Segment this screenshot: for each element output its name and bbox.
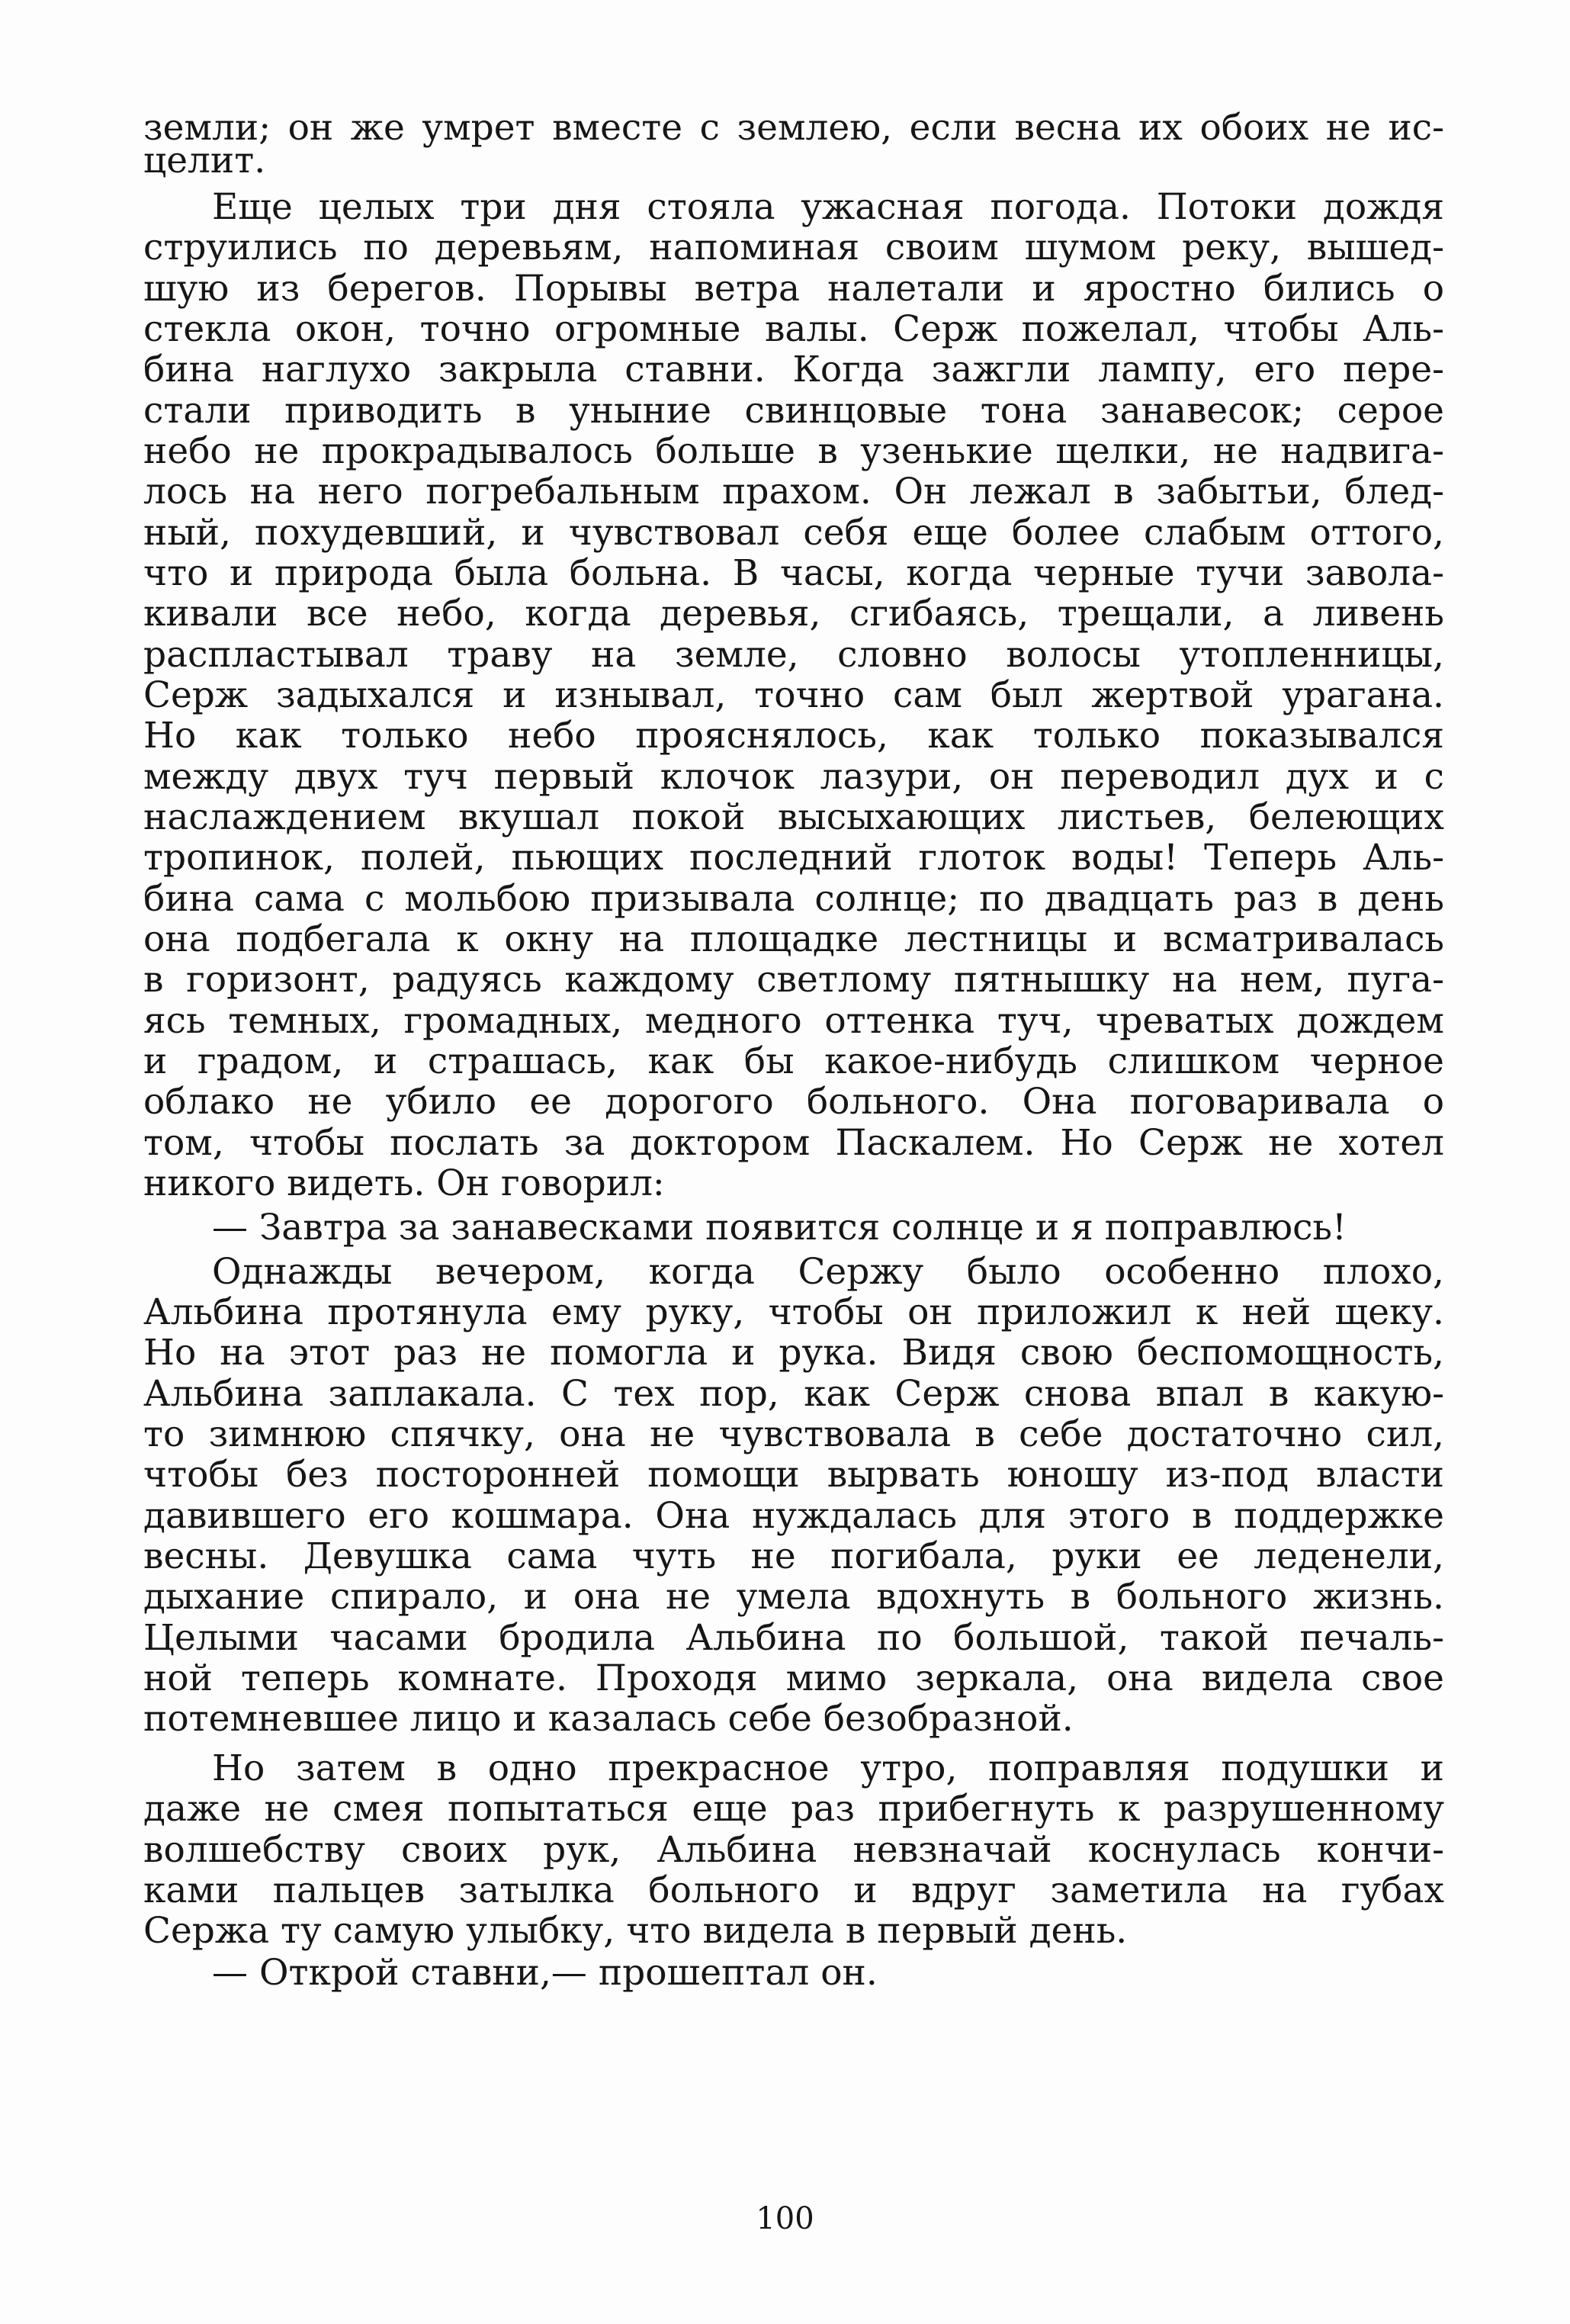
text-line: Сержа ту самую улыбку, что видела в первый день. [143, 1910, 1128, 1952]
text-line: облако не убило ее дорогого больного. Она поговаривала о [143, 1081, 1444, 1123]
text-line: Серж задыхался и изнывал, точно сам был жертвой урагана. [143, 674, 1444, 716]
text-line: потемневшее лицо и казалась себе безобразной. [143, 1698, 1074, 1740]
page-number: 100 [756, 2201, 814, 2236]
text-line: бина наглухо закрыла ставни. Когда зажгли лампу, его пере- [143, 349, 1444, 391]
text-line: то зимнюю спячку, она не чувствовала в себе достаточно сил, [143, 1413, 1444, 1455]
text-line: дыхание спирало, и она не умела вдохнуть в больного жизнь. [143, 1576, 1444, 1618]
text-line: кивали все небо, когда деревья, сгибаясь, трещали, а ливень [143, 593, 1444, 635]
text-line: тропинок, полей, пьющих последний глоток воды! Теперь Аль- [143, 837, 1444, 879]
text-line: Альбина протянула ему руку, чтобы он приложил к ней щеку. [143, 1291, 1444, 1333]
text-line: земли; он же умрет вместе с землею, если весна их обоих не ис- [143, 107, 1444, 149]
text-line: чтобы без посторонней помощи вырвать юношу из-под власти [143, 1454, 1444, 1496]
text-line: целит. [143, 140, 266, 182]
text-line: даже не смея попытаться еще раз прибегнуть к разрушенному [143, 1788, 1444, 1830]
text-line: весны. Девушка сама чуть не погибала, руки ее леденели, [143, 1535, 1444, 1577]
text-line: между двух туч первый клочок лазури, он переводил дух и с [143, 756, 1444, 798]
text-line: ясь темных, громадных, медного оттенка туч, чреватых дождем [143, 1000, 1444, 1042]
text-line: стали приводить в уныние свинцовые тона занавесок; серое [143, 390, 1444, 432]
text-line: небо не прокрадывалось больше в узенькие щелки, не надвига- [143, 430, 1444, 472]
text-line: в горизонт, радуясь каждому светлому пятнышку на нем, пуга- [143, 959, 1444, 1001]
text-line: Однажды вечером, когда Сержу было особенно плохо, [212, 1251, 1444, 1293]
dialogue-line: — Завтра за занавесками появится солнце и я поправлюсь! [212, 1207, 1347, 1249]
text-line: бина сама с мольбою призывала солнце; по двадцать раз в день [143, 878, 1444, 920]
text-line: Но затем в одно прекрасное утро, поправляя подушки и [212, 1747, 1444, 1789]
text-line: лось на него погребальным прахом. Он лежал в забытьи, блед- [143, 471, 1444, 513]
text-line: распластывал траву на земле, словно волосы утопленницы, [143, 634, 1444, 676]
text-line: Еще целых три дня стояла ужасная погода. Потоки дождя [212, 186, 1444, 228]
text-line: ной теперь комнате. Проходя мимо зеркала, она видела свое [143, 1657, 1444, 1699]
text-line: ками пальцев затылка больного и вдруг заметила на губах [143, 1869, 1444, 1911]
text-line: она подбегала к окну на площадке лестницы и всматривалась [143, 918, 1444, 960]
text-line: том, чтобы послать за доктором Паскалем. Но Серж не хотел [143, 1122, 1444, 1164]
text-line: струились по деревьям, напоминая своим шумом реку, вышед- [143, 227, 1444, 268]
text-line: стекла окон, точно огромные валы. Серж пожелал, чтобы Аль- [143, 308, 1444, 350]
text-line: Но как только небо прояснялось, как только показывался [143, 715, 1444, 757]
text-line: Альбина заплакала. С тех пор, как Серж снова впал в какую- [143, 1373, 1444, 1415]
text-line: что и природа была больна. В часы, когда черные тучи завола- [143, 552, 1444, 594]
text-line: никого видеть. Он говорил: [143, 1162, 665, 1204]
text-line: давившего его кошмара. Она нуждалась для этого в поддержке [143, 1495, 1444, 1537]
text-line: Целыми часами бродила Альбина по большой, такой печаль- [143, 1617, 1444, 1659]
text-line: Но на этот раз не помогла и рука. Видя свою беспомощность, [143, 1332, 1444, 1374]
text-line: шую из берегов. Порывы ветра налетали и яростно бились о [143, 268, 1444, 310]
text-line: наслаждением вкушал покой высыхающих листьев, белеющих [143, 796, 1444, 838]
text-line: и градом, и страшась, как бы какое-нибудь слишком черное [143, 1040, 1444, 1082]
dialogue-line: — Открой ставни,— прошептал он. [212, 1952, 878, 1994]
text-line: волшебству своих рук, Альбина невзначай коснулась кончи- [143, 1829, 1444, 1871]
text-line: ный, похудевший, и чувствовал себя еще более слабым оттого, [143, 512, 1444, 554]
